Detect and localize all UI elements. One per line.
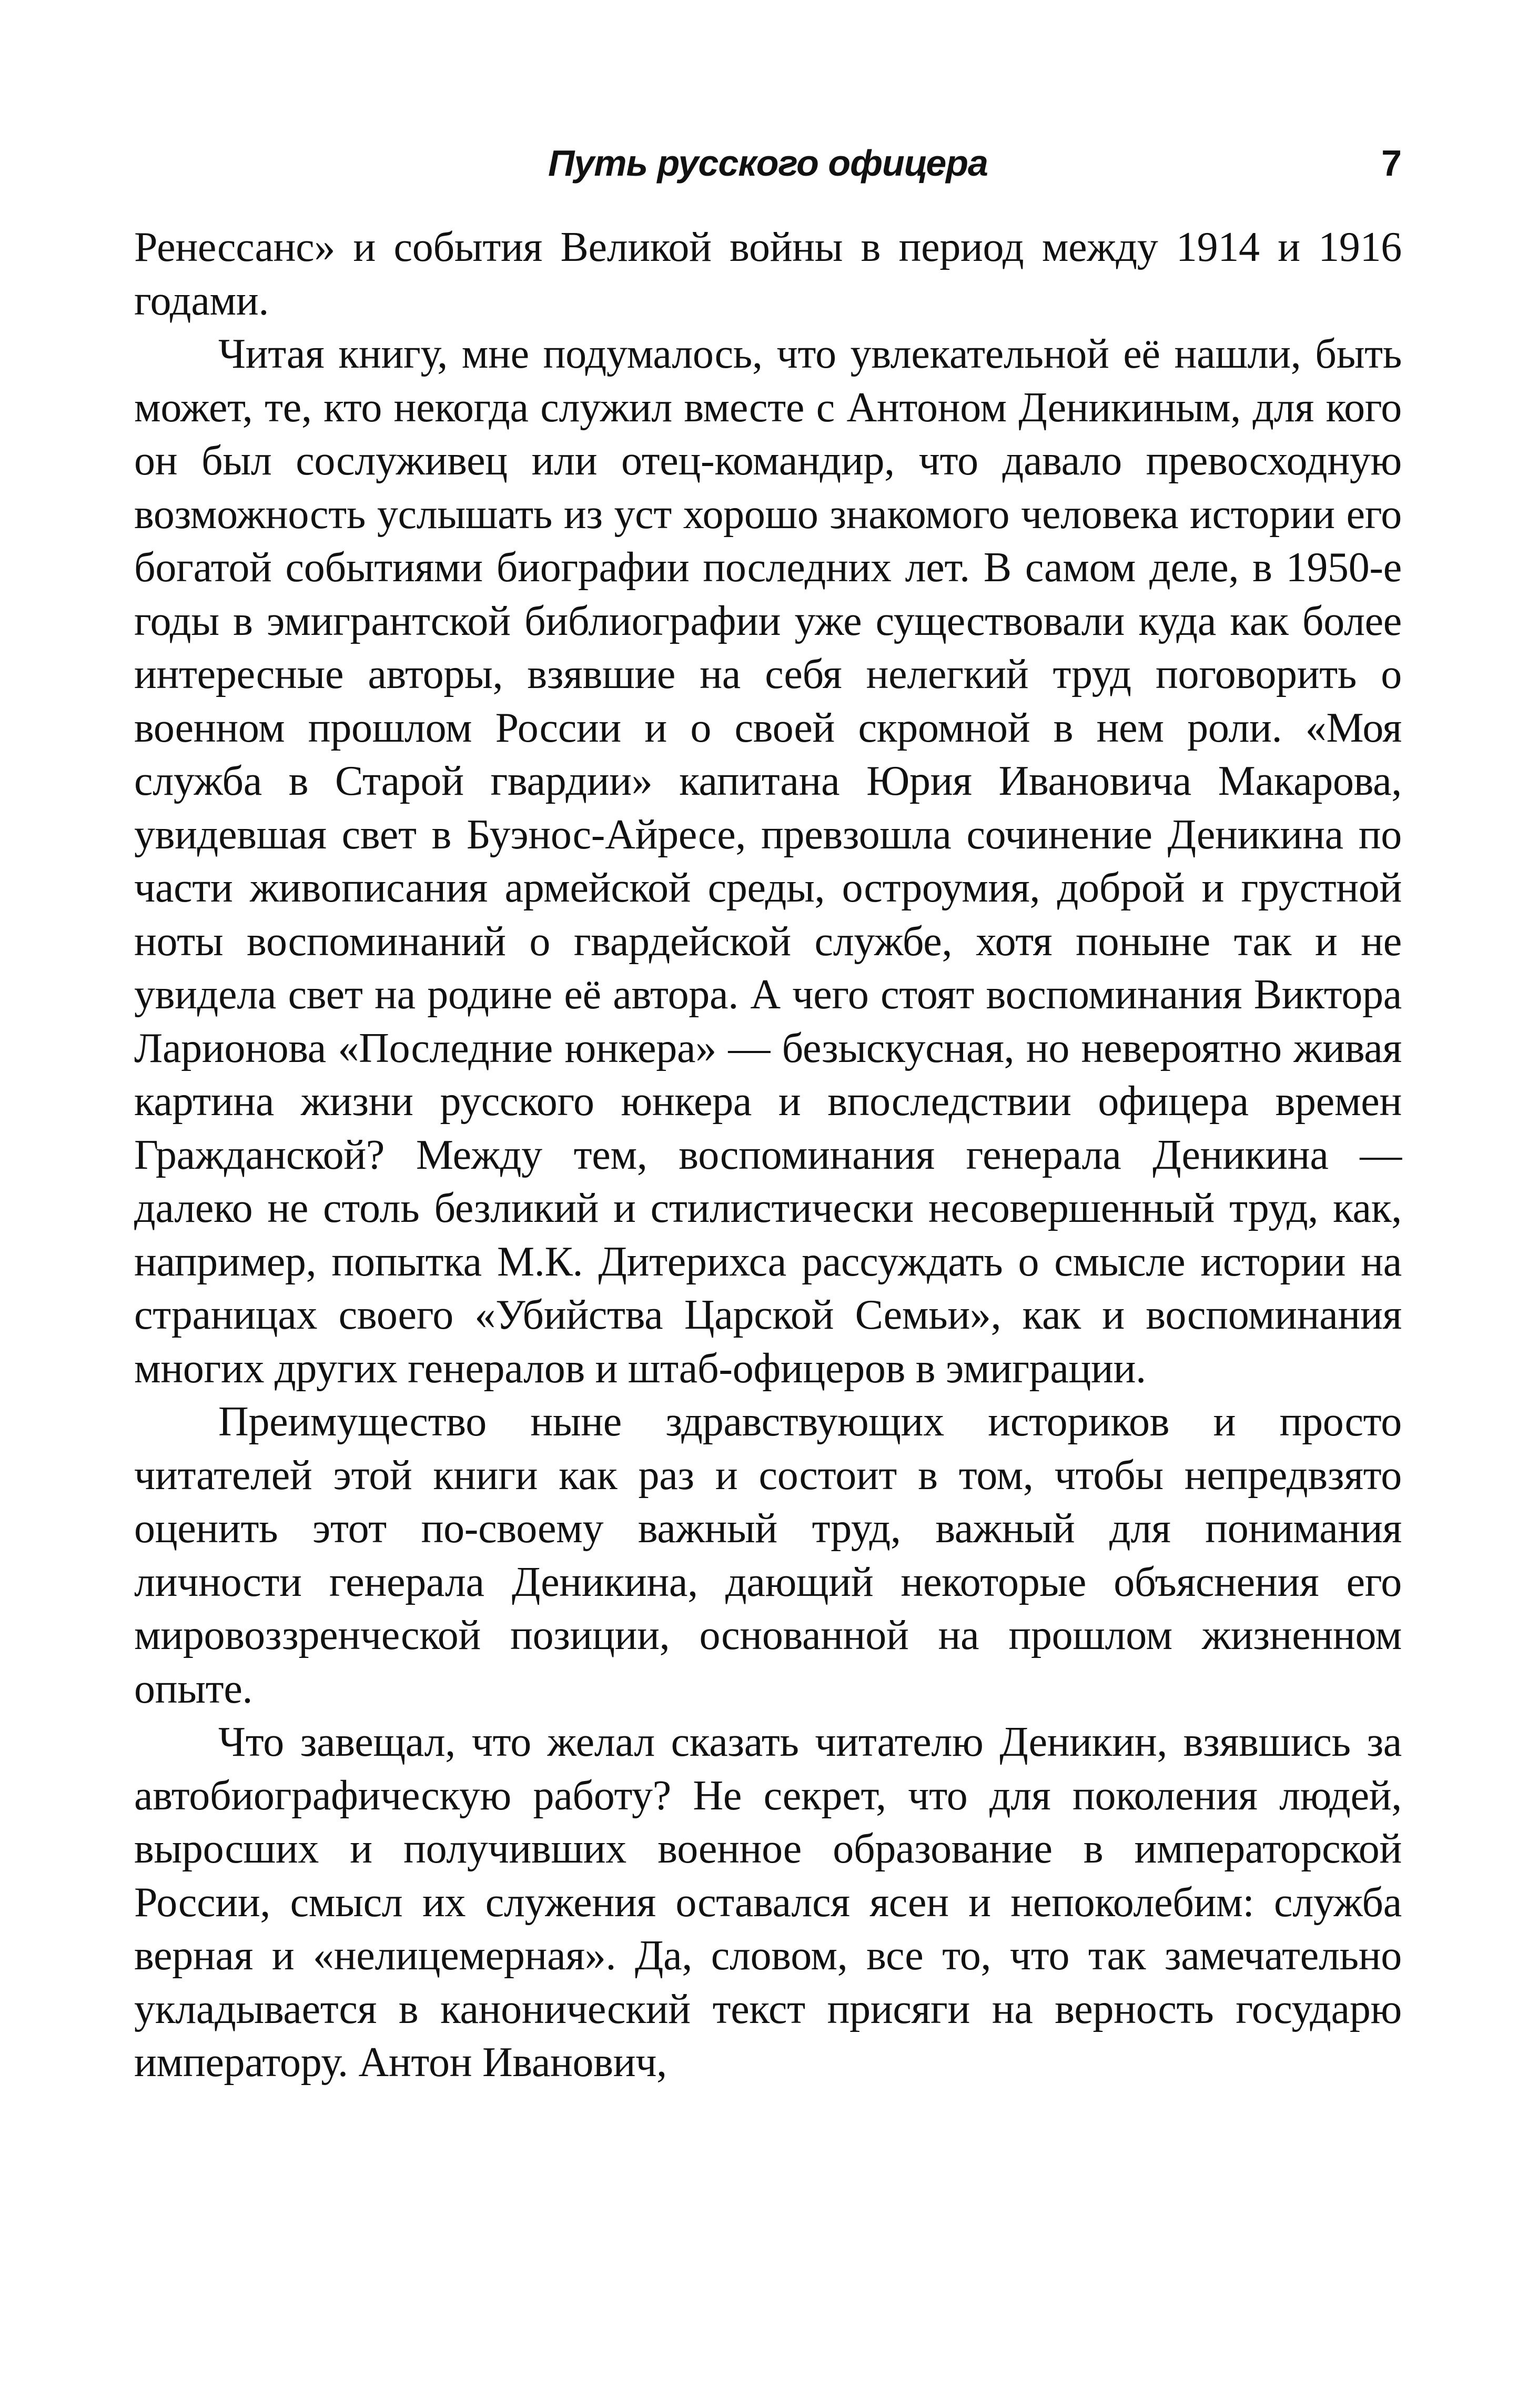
running-title: Путь русского офицера <box>548 143 988 184</box>
page-number: 7 <box>1381 143 1402 184</box>
paragraph-continuation: Ренессанс» и события Великой войны в период между 1914 и 1916 годами. <box>134 224 1402 324</box>
paragraph-reading-the-book: Читая книгу, мне подумалось, что увлекательной её нашли, быть может, те, кто некогда служил вместе с Антоном Деникиным, для кого он был сослуживец или отец-командир, что давало превосходную возможность услышать из уст хорошо знакомого человека истории его богатой событиями биографии последних лет. В самом деле, в 1950-е годы в эмигрантской библиографии уже существовали куда как более интересные авторы, взявшие на себя нелегкий труд поговорить о военном прошлом России и о своей скромной в нем роли. «Моя служба в Старой гвардии» капитана Юрия Ивановича Макарова, увидевшая свет в Буэнос-Айресе, превзошла сочинение Деникина по части живописания армейской среды, остроумия, доброй и грустной ноты воспоминаний о гвардейской службе, хотя поныне так и не увидела свет на родине её автора. А чего стоят воспоминания Виктора Ларионова «Последние юнкера» — безыскусная, но невероятно живая картина жизни русского юнкера и впоследствии офицера времен Гражданской? Между тем, воспоминания генерала Деникина — далеко не столь безликий и стилистически несовершенный труд, как, например, попытка М.К. Дитерихса рассуждать о смысле истории на страницах своего «Убийства Царской Семьи», как и воспоминания многих других генералов и штаб-офицеров в эмиграции. <box>134 331 1402 1392</box>
running-header <box>134 134 1402 197</box>
paragraph-advantage-of-historians: Преимущество ныне здравствующих историков и просто читателей этой книги как раз и состоит в том, чтобы непредвзято оценить этот по-своему важный труд, важный для понимания личности генерала Деникина, дающий некоторые объяснения его мировоззренческой позиции, основанной на прошлом жизненном опыте. <box>134 1399 1402 1712</box>
paragraph-denikin-legacy: Что завещал, что желал сказать читателю Деникин, взявшись за автобиографическую работу? Не секрет, что для поколения людей, выросших и получивших военное образование в императорской России, смысл их служения оставался ясен и непоколебим: служба верная и «нелицемерная». Да, словом, все то, что так замечательно укладывается в канонический текст присяги на верность государю императору. Антон Иванович, <box>134 1719 1402 2086</box>
body-text <box>134 221 1402 2090</box>
